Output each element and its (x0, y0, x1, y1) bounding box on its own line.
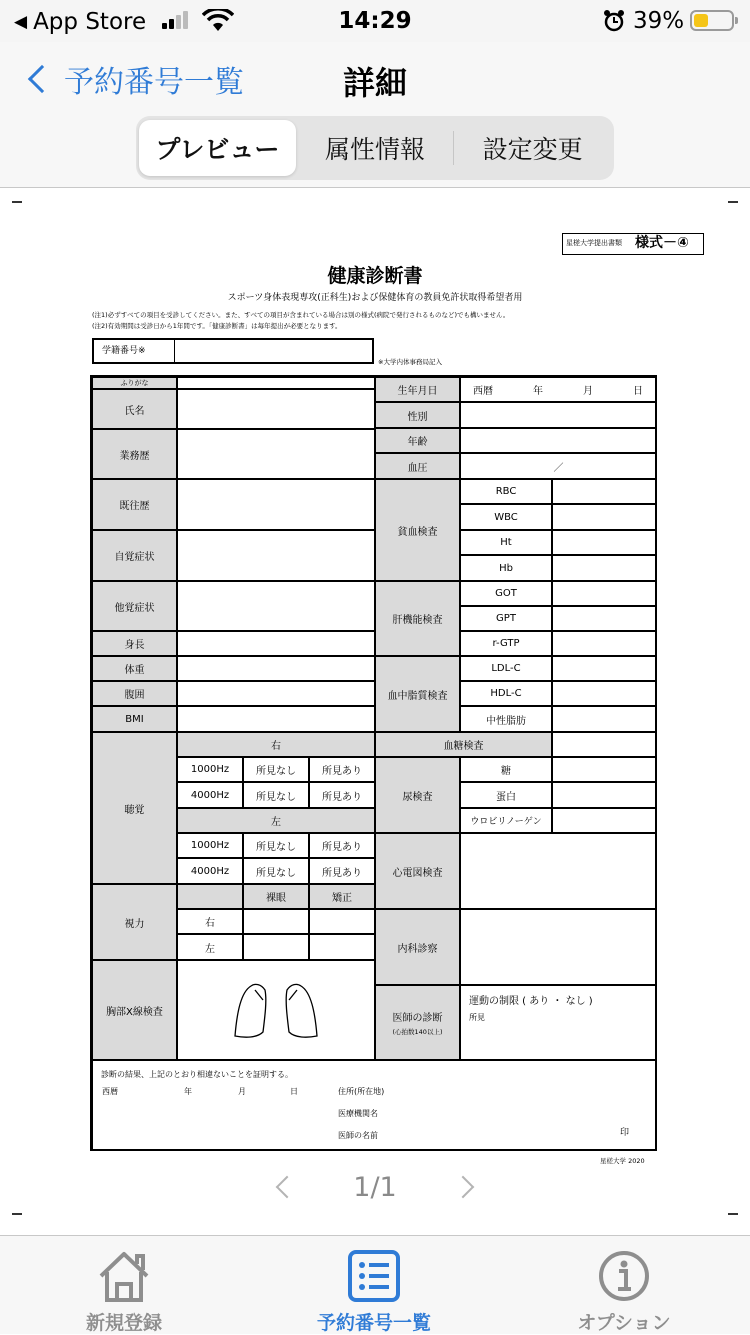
navigation-bar (0, 42, 750, 188)
form-label: 星槎大学提出書類 (566, 239, 622, 247)
objective-symptoms-field (177, 581, 375, 631)
weight-label: 体重 (92, 656, 177, 681)
hearing-right-header: 右 (177, 732, 375, 757)
page-edge-mark (728, 201, 738, 203)
waist-label: 腹囲 (92, 681, 177, 706)
subjective-symptoms-label: 自覚症状 (92, 530, 177, 581)
vision-cell (309, 934, 375, 960)
certification-text: 診断の結果、上記のとおり相違ないことを証明する。 (101, 1070, 293, 1079)
blood-sugar-field (552, 732, 657, 757)
health-certificate-document (90, 229, 689, 1189)
status-bar (0, 0, 750, 42)
hearing-option: 所見なし (243, 833, 309, 858)
alarm-icon (603, 9, 625, 33)
vision-corner (177, 884, 243, 909)
hearing-option: 所見なし (243, 782, 309, 808)
hearing-option: 所見なし (243, 858, 309, 884)
facility-label: 医療機関名 (338, 1109, 378, 1118)
tab-new-registration[interactable] (34, 1246, 214, 1335)
age-field (460, 428, 657, 453)
info-icon (534, 1246, 714, 1306)
ht-field (552, 530, 657, 555)
triglyceride-label: 中性脂肪 (460, 706, 552, 732)
got-label: GOT (460, 581, 552, 606)
doctor-diagnosis-sub: (心拍数140以上) (392, 1028, 443, 1036)
student-number-label: 学籍番号※ (102, 346, 146, 356)
page-edge-mark (12, 201, 22, 203)
lipid-test-label: 血中脂質検査 (375, 656, 460, 732)
rbc-label: RBC (460, 479, 552, 504)
vision-cell (309, 909, 375, 934)
page-pager (0, 1162, 750, 1212)
hearing-left-1000hz: 1000Hz (177, 833, 243, 858)
vision-right-label: 右 (177, 909, 243, 934)
medical-history-label: 既往歴 (92, 479, 177, 530)
page-edge-mark (728, 1213, 738, 1215)
birthdate-label: 生年月日 (375, 377, 460, 402)
work-history-field (177, 429, 375, 479)
furigana-label: ふりがな (92, 377, 177, 389)
battery-percent: 39% (633, 8, 685, 34)
page-edge-mark (12, 1213, 22, 1215)
vision-naked-header: 裸眼 (243, 884, 309, 909)
battery-fill (694, 14, 708, 27)
office-note: ※大学内体事務局記入 (378, 358, 442, 366)
segment-settings[interactable]: 設定変更 (482, 135, 583, 164)
note-1: (注1)必ずすべての項目を受診してください。また、すべての項目が含まれている場合は別の様式(病院で発行されるものなど)でも構いません。 (92, 311, 510, 319)
urine-test-label: 尿検査 (375, 757, 460, 833)
wbc-field (552, 504, 657, 530)
liver-test-label: 肝機能検査 (375, 581, 460, 656)
next-page-icon[interactable] (451, 1176, 474, 1199)
hb-field (552, 555, 657, 581)
doctor-diagnosis-field (460, 985, 657, 1060)
tab-reservation-list[interactable] (284, 1246, 464, 1335)
gpt-field (552, 606, 657, 631)
student-number-divider (174, 338, 175, 364)
hearing-option: 所見なし (243, 757, 309, 782)
cert-date-era: 西暦 (102, 1087, 118, 1096)
hearing-label: 聴覚 (92, 732, 177, 884)
ldl-field (552, 656, 657, 681)
doctor-diagnosis-title: 医師の診断 (392, 1013, 443, 1024)
waist-field (177, 681, 375, 706)
hearing-right-1000hz: 1000Hz (177, 757, 243, 782)
anemia-test-label: 貧血検査 (375, 479, 460, 581)
bmi-field (177, 706, 375, 732)
lungs-icon (231, 978, 321, 1042)
ecg-label: 心電図検査 (375, 833, 460, 909)
exercise-restriction: 運動の制限 ( あり ・ なし ) (469, 996, 593, 1007)
vision-cell (243, 934, 309, 960)
tab-label: 予約番号一覧 (316, 1312, 431, 1334)
medical-history-field (177, 479, 375, 530)
rbc-field (552, 479, 657, 504)
page-title: 詳細 (342, 64, 407, 102)
house-icon (34, 1246, 214, 1306)
got-field (552, 581, 657, 606)
height-field (177, 631, 375, 656)
segmented-control (136, 116, 614, 180)
vision-corrected-header: 矯正 (309, 884, 375, 909)
list-icon (284, 1246, 464, 1306)
urine-protein-label: 蛋白 (460, 782, 552, 808)
hdl-field (552, 681, 657, 706)
note-2: (注2)有効期間は受診日から1年間です。「健康診断書」は毎年提出が必要となります。 (92, 322, 342, 330)
weight-field (177, 656, 375, 681)
gtp-label: r-GTP (460, 631, 552, 656)
name-field (177, 389, 375, 429)
hearing-option: 所見あり (309, 757, 375, 782)
back-button-label: 予約番号一覧 (64, 65, 244, 100)
furigana-field (177, 377, 375, 389)
urine-sugar-field (552, 757, 657, 782)
segment-attributes[interactable]: 属性情報 (325, 135, 426, 164)
name-label: 氏名 (92, 389, 177, 429)
ecg-field (460, 833, 657, 909)
address-label: 住所(所在地) (338, 1087, 385, 1096)
chest-xray-label: 胸部X線検査 (92, 960, 177, 1060)
urine-sugar-label: 糖 (460, 757, 552, 782)
findings-label: 所見 (469, 1013, 485, 1022)
document-footer: 星槎大学 2020 (600, 1157, 645, 1165)
form-number: 様式－④ (635, 235, 689, 251)
pdf-viewer[interactable] (0, 189, 750, 1235)
hearing-left-header: 左 (177, 808, 375, 833)
triglyceride-field (552, 706, 657, 732)
doctor-diagnosis-label (375, 985, 460, 1060)
ht-label: Ht (460, 530, 552, 555)
document-title: 健康診断書 (327, 265, 423, 287)
hearing-option: 所見あり (309, 782, 375, 808)
previous-page-icon[interactable] (276, 1176, 299, 1199)
cert-date-month: 月 (238, 1087, 246, 1096)
health-form-table (90, 375, 657, 1151)
sex-label: 性別 (375, 402, 460, 428)
sex-field (460, 402, 657, 428)
battery-icon (690, 10, 734, 31)
urobilinogen-label: ウロビリノーゲン (460, 808, 552, 833)
urobilinogen-field (552, 808, 657, 833)
seal-mark: 印 (620, 1128, 630, 1138)
hearing-option: 所見あり (309, 858, 375, 884)
cert-date-day: 日 (290, 1087, 298, 1096)
gpt-label: GPT (460, 606, 552, 631)
hearing-option: 所見あり (309, 833, 375, 858)
urine-protein-field (552, 782, 657, 808)
work-history-label: 業務歴 (92, 429, 177, 479)
subjective-symptoms-field (177, 530, 375, 581)
tab-label: 新規登録 (85, 1312, 162, 1334)
clock: 14:29 (338, 8, 412, 34)
blood-sugar-label: 血糖検査 (375, 732, 552, 757)
height-label: 身長 (92, 631, 177, 656)
blood-pressure-label: 血圧 (375, 453, 460, 479)
birthdate-field: 西暦 年 月 日 (460, 377, 657, 402)
hearing-left-4000hz: 4000Hz (177, 858, 243, 884)
page-indicator: 1/1 (353, 1171, 397, 1203)
age-label: 年齢 (375, 428, 460, 453)
segment-preview[interactable]: プレビュー (139, 120, 296, 176)
gtp-field (552, 631, 657, 656)
document-subtitle: スポーツ身体表現専攻(正科生)および保健体育の教員免許状取得希望者用 (227, 293, 523, 303)
vision-label: 視力 (92, 884, 177, 960)
wbc-label: WBC (460, 504, 552, 530)
hdl-label: HDL-C (460, 681, 552, 706)
ldl-label: LDL-C (460, 656, 552, 681)
internal-exam-field (460, 909, 657, 985)
tab-bar (0, 1235, 750, 1334)
hearing-right-4000hz: 4000Hz (177, 782, 243, 808)
back-app-label: App Store (33, 9, 147, 35)
back-triangle-icon: ◀ (14, 12, 28, 32)
vision-left-label: 左 (177, 934, 243, 960)
hb-label: Hb (460, 555, 552, 581)
tab-options[interactable] (534, 1246, 714, 1335)
objective-symptoms-label: 他覚症状 (92, 581, 177, 631)
chest-xray-field (177, 960, 375, 1060)
bmi-label: BMI (92, 706, 177, 732)
cert-date-year: 年 (184, 1087, 192, 1096)
blood-pressure-field: ／ (460, 453, 657, 479)
vision-cell (243, 909, 309, 934)
internal-exam-label: 内科診察 (375, 909, 460, 985)
tab-label: オプション (577, 1312, 671, 1334)
doctor-name-label: 医師の名前 (338, 1131, 378, 1140)
